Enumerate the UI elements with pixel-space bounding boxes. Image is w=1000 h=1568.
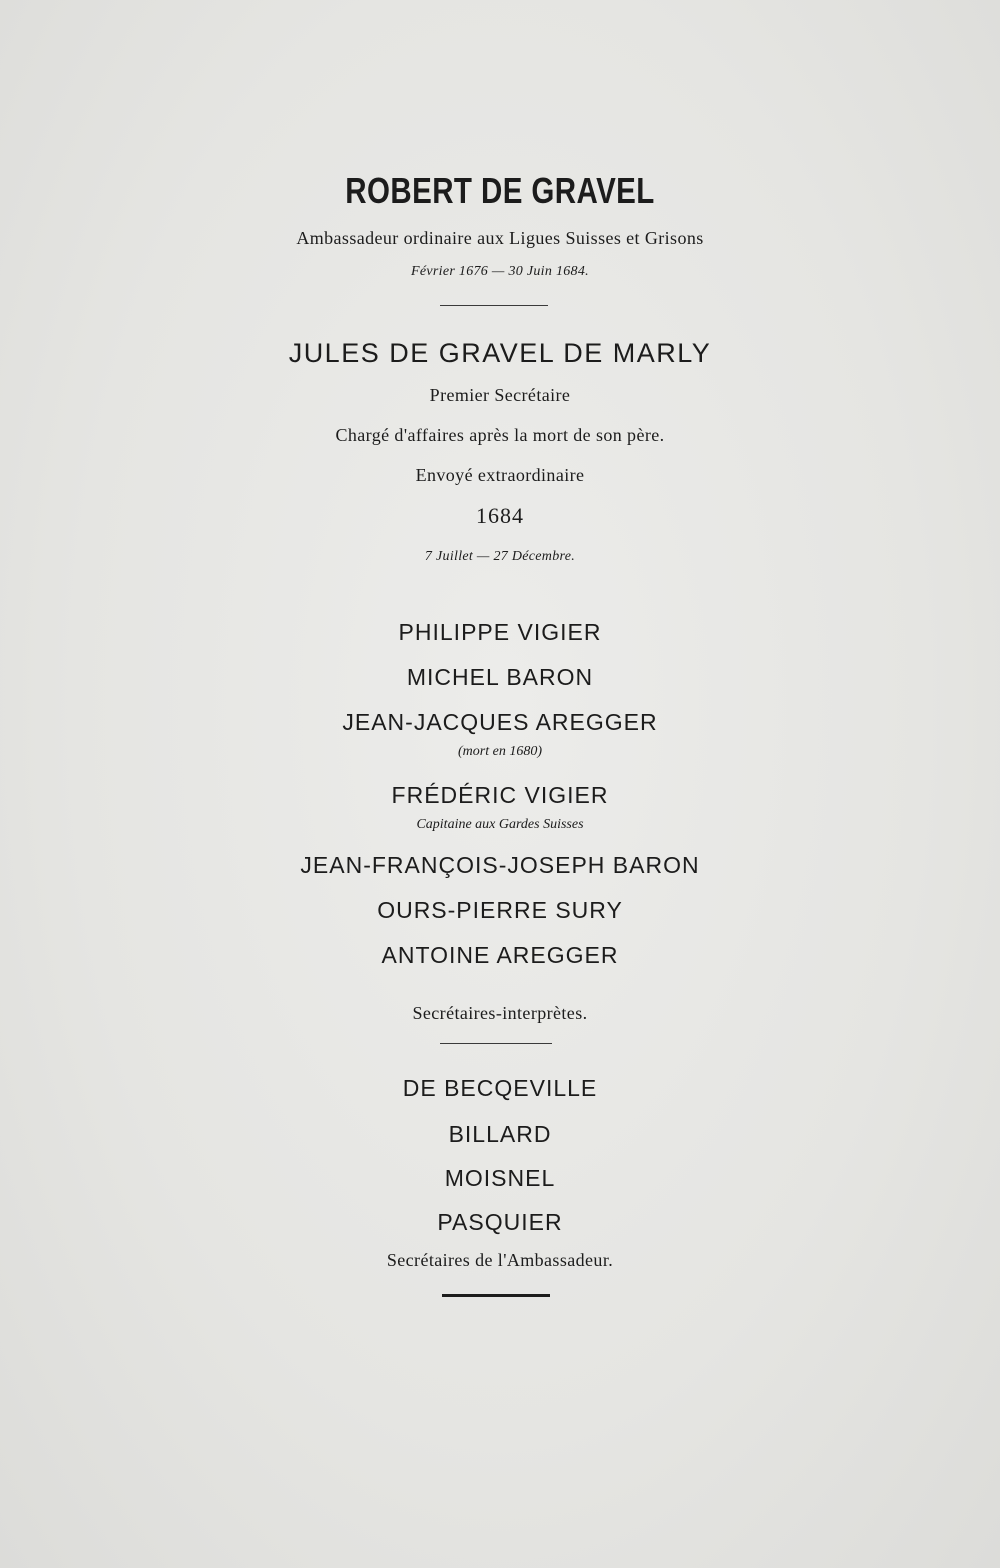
secretary-charge: Chargé d'affaires après la mort de son père.	[335, 425, 665, 445]
ambassador-secretary-name: DE BECQEVILLE	[402, 1075, 598, 1101]
interpreter-name: OURS-PIERRE SURY	[377, 897, 623, 923]
secretary-role: Premier Secrétaire	[429, 385, 571, 405]
interpreter-note: (mort en 1680)	[458, 744, 542, 759]
interpreter-name: PHILIPPE VIGIER	[398, 619, 602, 645]
end-rule	[442, 1294, 550, 1297]
interpreter-name: MICHEL BARON	[406, 664, 594, 690]
interpreter-name: FRÉDÉRIC VIGIER	[391, 782, 609, 808]
ambassador-secretary-name: PASQUIER	[437, 1209, 563, 1235]
secretary-year: 1684	[476, 503, 524, 528]
interpreter-note: Capitaine aux Gardes Suisses	[416, 817, 584, 832]
divider-rule	[440, 1043, 552, 1044]
secretary-name: JULES DE GRAVEL DE MARLY	[288, 338, 712, 368]
interpreter-name: JEAN-FRANÇOIS-JOSEPH BARON	[300, 852, 700, 878]
ambassador-secretary-name: BILLARD	[448, 1121, 552, 1147]
secretary-dates: 7 Juillet — 27 Décembre.	[424, 549, 576, 564]
ambassador-secretary-name: MOISNEL	[444, 1165, 556, 1191]
secretary-envoy: Envoyé extraordinaire	[415, 465, 585, 485]
interpreter-name: ANTOINE AREGGER	[381, 942, 619, 968]
ambassador-dates: Février 1676 — 30 Juin 1684.	[411, 264, 589, 279]
divider-rule	[440, 305, 548, 306]
ambassador-secretaries-caption: Secrétaires de l'Ambassadeur.	[386, 1250, 614, 1270]
ambassador-subtitle: Ambassadeur ordinaire aux Ligues Suisses et Grisons	[296, 228, 704, 248]
interpreters-caption: Secrétaires-interprètes.	[412, 1003, 588, 1023]
page-title: ROBERT DE GRAVEL	[345, 170, 655, 211]
interpreter-name: JEAN-JACQUES AREGGER	[342, 709, 658, 735]
